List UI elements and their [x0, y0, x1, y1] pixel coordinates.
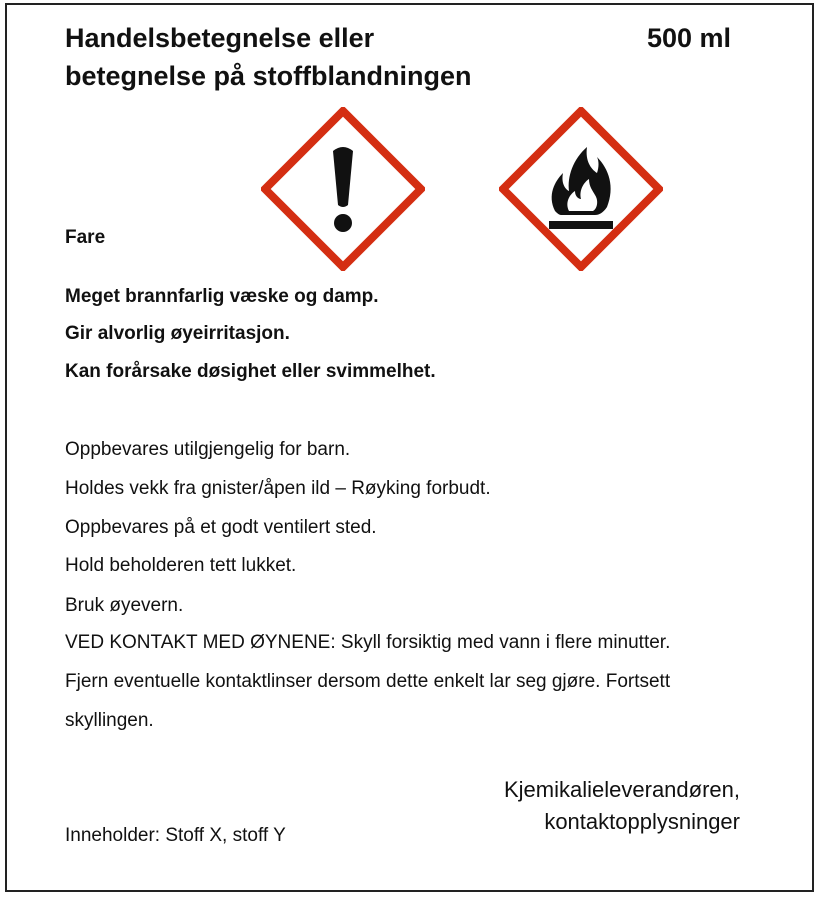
precautionary-statement: Oppbevares på et godt ventilert sted. — [65, 517, 377, 538]
chemical-label — [5, 3, 814, 892]
hazard-statement: Gir alvorlig øyeirritasjon. — [65, 323, 290, 344]
precautionary-statement: Oppbevares utilgjengelig for barn. — [65, 439, 351, 460]
precautionary-statement: Fjern eventuelle kontaktlinser dersom dette enkelt lar seg gjøre. Fortsett — [65, 671, 671, 692]
product-name-line1: Handelsbetegnelse eller — [65, 23, 375, 53]
product-name-line2: betegnelse på stoffblandningen — [65, 61, 472, 91]
precautionary-statement: VED KONTAKT MED ØYNENE: Skyll forsiktig med vann i flere minutter. — [65, 632, 671, 653]
product-name — [65, 19, 472, 95]
precautionary-statement: Holdes vekk fra gnister/åpen ild – Røyking forbudt. — [65, 478, 491, 499]
hazard-statement: Meget brannfarlig væske og damp. — [65, 286, 379, 307]
hazard-statement: Kan forårsake døsighet eller svimmelhet. — [65, 361, 436, 382]
supplier-line1: Kjemikalieleverandøren, — [504, 777, 740, 802]
supplier-line2: kontaktopplysninger — [544, 809, 740, 834]
contains-substances: Inneholder: Stoff X, stoff Y — [65, 825, 286, 846]
signal-word: Fare — [65, 227, 106, 248]
precautionary-statement: skyllingen. — [65, 710, 154, 731]
exclamation-mark-icon — [261, 107, 425, 271]
precautionary-statement: Bruk øyevern. — [65, 595, 184, 616]
precautionary-statement: Hold beholderen tett lukket. — [65, 555, 297, 576]
supplier-contact — [504, 774, 740, 838]
volume: 500 ml — [647, 23, 732, 53]
flame-icon — [499, 107, 663, 271]
